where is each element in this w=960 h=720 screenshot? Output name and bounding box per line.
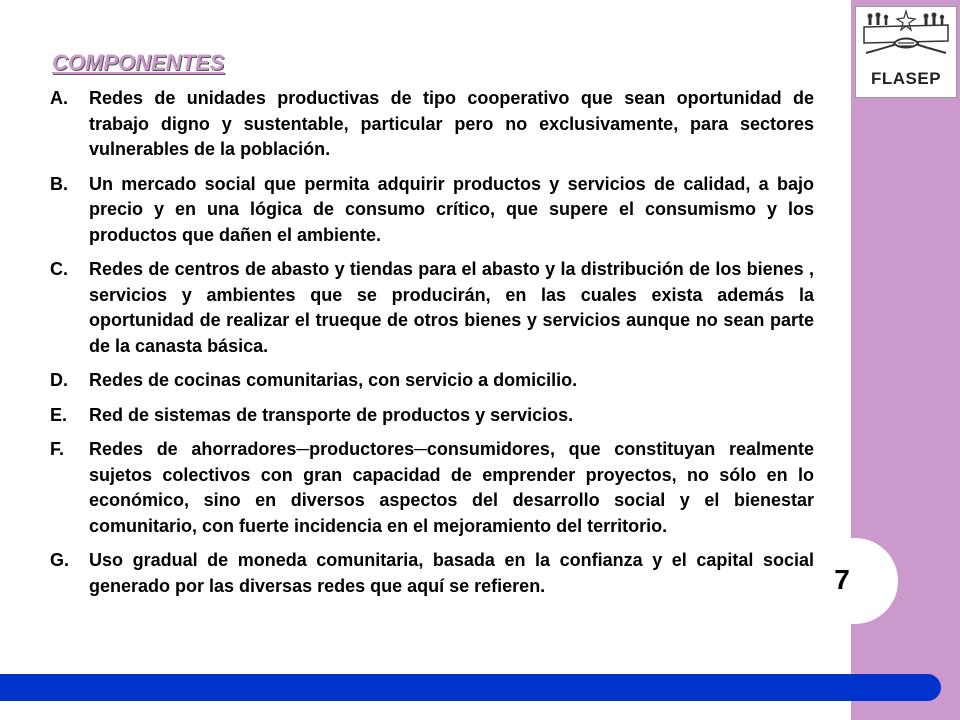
item-letter: E. [50,404,68,425]
list-item [50,368,814,394]
bottom-bar [0,674,941,701]
item-text: Un mercado social que permita adquirir productos y servicios de calidad, a bajo precio y en una lógica de consumo crítico, que supere el consumismo y los productos que dañen el ambiente. [89,173,814,245]
handshake-icon [856,7,956,69]
list-item [50,548,814,599]
item-letter: A. [50,88,68,108]
page-number: 7 [834,564,850,595]
list-item [50,257,814,359]
item-text: Redes de unidades productivas de tipo cooperativo que sean oportunidad de trabajo digno y sustentable, particular pero no exclusivamente, para sectores vulnerables de la población. [89,88,814,159]
item-letter: G. [50,550,70,570]
item-letter: C. [50,259,68,279]
item-text: Redes de centros de abasto y tiendas para el abasto y la distribución de los bienes , servicios y ambientes que se producirán, en las cuales exista además la oportunidad de realizar el trueque de otros bienes y servicios aunque no sean parte de la canasta básica. [89,259,814,356]
item-letter: F. [50,439,65,459]
item-text: Red de sistemas de transporte de productos y servicios. [89,404,574,425]
list-item [50,403,814,429]
item-text: Redes de cocinas comunitarias, con servicio a domicilio. [89,370,578,390]
components-list [50,86,814,608]
page-title: COMPONENTES [52,50,225,75]
item-text: Redes de ahorradores─productores─consumidores, que constituyan realmente sujetos colectivos con gran capacidad de emprender proyectos, no sólo en lo económico, sino en diversos aspectos del desarrollo social y el bienestar comunitario, con fuerte incidencia en el mejoramiento del territorio. [89,439,814,536]
list-item [50,437,814,539]
list-item [50,172,814,249]
flasep-logo [855,6,957,98]
logo-text: FLASEP [870,69,942,88]
item-text: Uso gradual de moneda comunitaria, basada en la confianza y el capital social generado por las diversas redes que aquí se refieren. [89,550,814,596]
list-item [50,86,814,163]
item-letter: D. [50,370,68,390]
item-letter: B. [50,173,68,194]
